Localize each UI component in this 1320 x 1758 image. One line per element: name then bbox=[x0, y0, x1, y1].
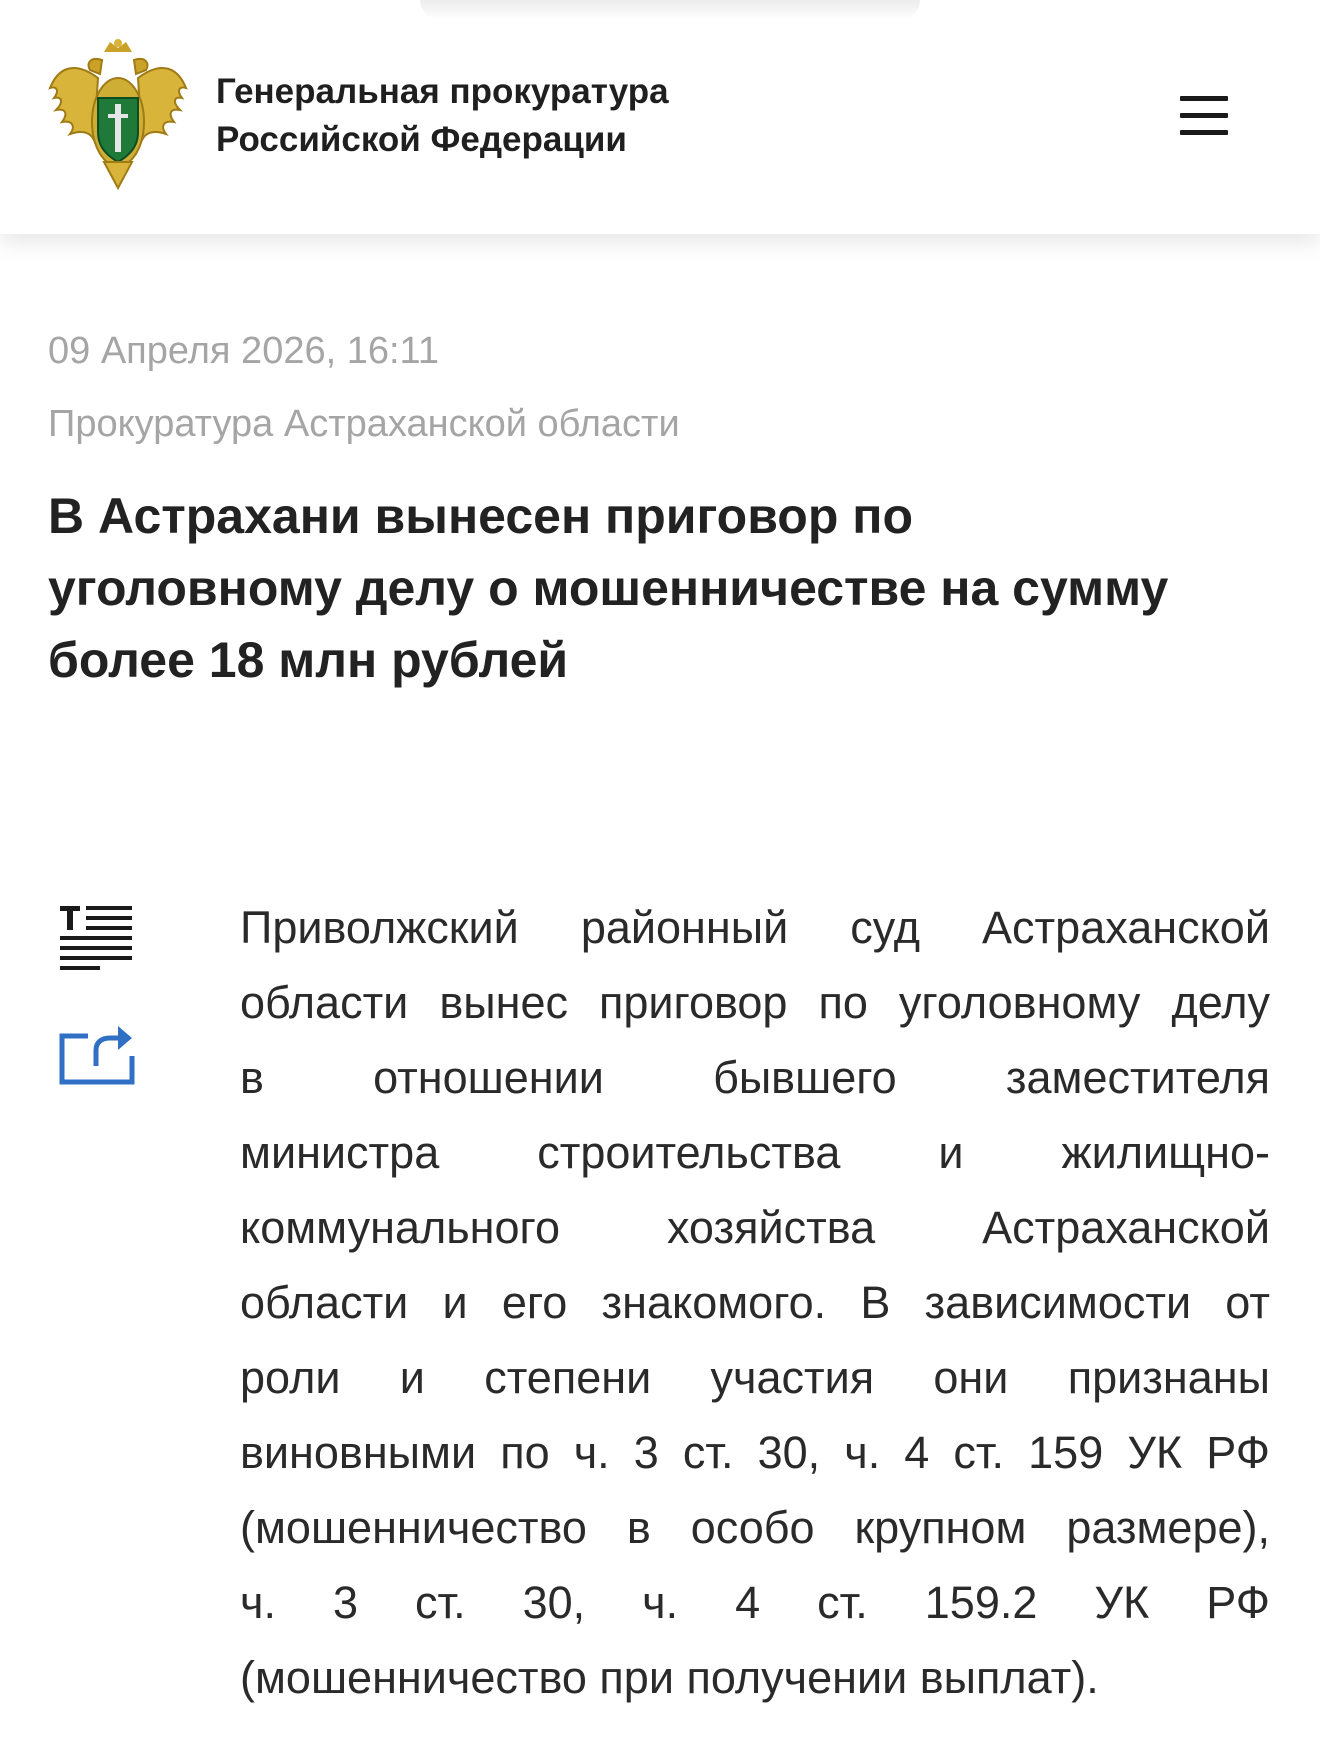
body-word: коммунального bbox=[240, 1202, 561, 1253]
top-fade bbox=[420, 0, 920, 20]
body-word: строительства bbox=[537, 1127, 841, 1178]
body-word: 159.2 bbox=[924, 1577, 1038, 1628]
body-word: они bbox=[933, 1352, 1009, 1403]
body-word: признаны bbox=[1067, 1352, 1270, 1403]
body-word: знакомого. bbox=[601, 1277, 827, 1328]
body-word: 4 bbox=[904, 1427, 930, 1478]
body-word: области bbox=[240, 977, 409, 1028]
text-size-icon[interactable] bbox=[58, 902, 134, 972]
body-word: хозяйства bbox=[666, 1202, 876, 1253]
body-text-line bbox=[240, 1565, 1270, 1640]
body-word: РФ bbox=[1206, 1577, 1270, 1628]
body-word: суд bbox=[850, 902, 921, 953]
menu-bar-top bbox=[1180, 96, 1228, 101]
share-icon[interactable] bbox=[58, 1020, 136, 1086]
body-word: 3 bbox=[332, 1577, 358, 1628]
body-word: ст. bbox=[817, 1577, 868, 1628]
hamburger-menu-icon[interactable] bbox=[1176, 92, 1232, 140]
body-word: 159 bbox=[1028, 1427, 1104, 1478]
body-word: размере), bbox=[1066, 1502, 1270, 1553]
body-text-line bbox=[240, 1490, 1270, 1565]
body-word: по bbox=[818, 977, 868, 1028]
body-text-line bbox=[240, 1265, 1270, 1340]
site-header bbox=[0, 0, 1320, 234]
body-word: в bbox=[240, 1052, 264, 1103]
article-title-line: уголовному делу о мошенничестве на сумму bbox=[48, 560, 1169, 616]
body-word: 3 bbox=[633, 1427, 659, 1478]
body-word: вынес bbox=[439, 977, 568, 1028]
body-word: министра bbox=[240, 1127, 440, 1178]
body-word: ст. bbox=[682, 1427, 734, 1478]
article-source[interactable]: Прокуратура Астраханской области bbox=[48, 403, 680, 445]
article-date: 09 Апреля 2026, 16:11 bbox=[48, 330, 439, 372]
body-word: Астраханской bbox=[982, 1202, 1270, 1253]
body-word: УК bbox=[1127, 1427, 1183, 1478]
body-word: ч. bbox=[844, 1427, 881, 1478]
body-text-line bbox=[240, 1115, 1270, 1190]
body-word: 30, bbox=[757, 1427, 821, 1478]
body-word: уголовному bbox=[898, 977, 1141, 1028]
body-text-line bbox=[240, 1640, 1270, 1715]
body-word: и bbox=[938, 1127, 964, 1178]
body-word: (мошенничество bbox=[240, 1502, 587, 1553]
organization-name[interactable] bbox=[216, 68, 916, 164]
body-word: особо bbox=[690, 1502, 815, 1553]
body-text-line bbox=[240, 965, 1270, 1040]
body-word: степени bbox=[484, 1352, 652, 1403]
body-word: от bbox=[1225, 1277, 1270, 1328]
body-word: В bbox=[860, 1277, 891, 1328]
body-word: области bbox=[240, 1277, 409, 1328]
body-word: участия bbox=[710, 1352, 875, 1403]
body-text-line bbox=[240, 1340, 1270, 1415]
organization-name-line1: Генеральная прокуратура bbox=[216, 72, 669, 111]
article-title-line: В Астрахани вынесен приговор по bbox=[48, 488, 914, 544]
body-word: по bbox=[500, 1427, 550, 1478]
body-word: роли bbox=[240, 1352, 341, 1403]
prosecutor-emblem-icon[interactable] bbox=[44, 38, 192, 190]
body-text-line bbox=[240, 1415, 1270, 1490]
body-text-line bbox=[240, 1040, 1270, 1115]
body-word: Приволжский bbox=[240, 902, 519, 953]
body-word: приговор bbox=[599, 977, 788, 1028]
article-body bbox=[240, 890, 1270, 1715]
body-word: (мошенничество при получении выплат). bbox=[240, 1652, 1099, 1703]
body-word: ч. bbox=[573, 1427, 610, 1478]
menu-bar-middle bbox=[1180, 113, 1228, 118]
body-text-line bbox=[240, 1190, 1270, 1265]
body-word: ч. bbox=[642, 1577, 679, 1628]
body-word: ст. bbox=[414, 1577, 466, 1628]
body-word: Астраханской bbox=[982, 902, 1270, 953]
body-word: бывшего bbox=[713, 1052, 897, 1103]
body-text-line bbox=[240, 890, 1270, 965]
body-word: 30, bbox=[522, 1577, 586, 1628]
body-word: в bbox=[626, 1502, 651, 1553]
body-word: крупном bbox=[854, 1502, 1027, 1553]
body-word: ч. bbox=[240, 1577, 276, 1628]
body-word: и bbox=[399, 1352, 425, 1403]
article-title-line: более 18 млн рублей bbox=[48, 632, 569, 688]
body-word: зависимости bbox=[924, 1277, 1192, 1328]
article-title bbox=[48, 480, 1278, 696]
body-word: ст. bbox=[953, 1427, 1005, 1478]
organization-name-line2: Российской Федерации bbox=[216, 120, 627, 159]
body-word: и bbox=[442, 1277, 468, 1328]
body-word: отношении bbox=[373, 1052, 604, 1103]
body-word: районный bbox=[580, 902, 789, 953]
body-word: УК bbox=[1094, 1577, 1150, 1628]
body-word: жилищно- bbox=[1061, 1127, 1270, 1178]
body-word: виновными bbox=[240, 1427, 477, 1478]
body-word: РФ bbox=[1206, 1427, 1270, 1478]
menu-bar-bottom bbox=[1180, 130, 1228, 135]
body-word: 4 bbox=[735, 1577, 761, 1628]
body-word: его bbox=[501, 1277, 568, 1328]
body-word: заместителя bbox=[1005, 1052, 1270, 1103]
body-word: делу bbox=[1171, 977, 1270, 1028]
